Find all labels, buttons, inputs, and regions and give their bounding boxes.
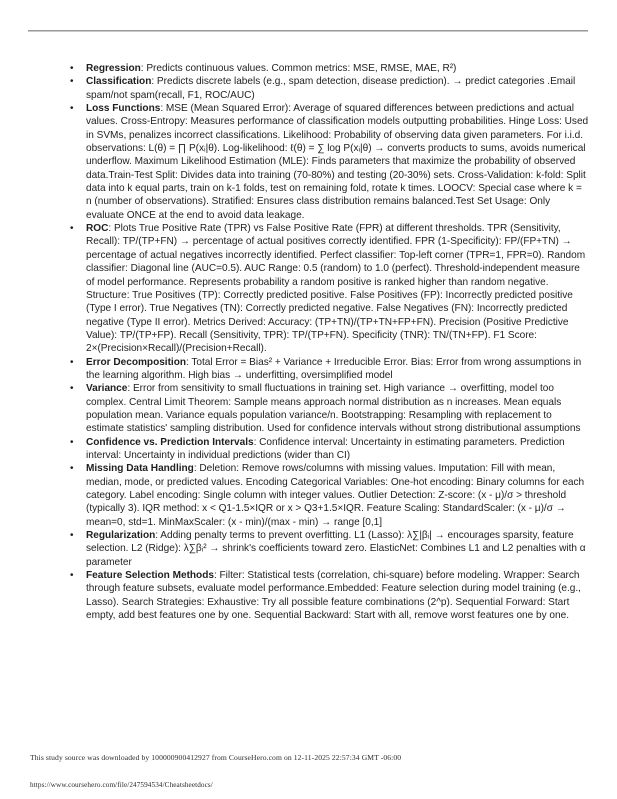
bullet-term: Missing Data Handling (86, 463, 194, 475)
list-item (0, 436, 617, 463)
bullet-term: Classification (86, 76, 152, 88)
bullet-term: Variance (86, 383, 128, 395)
bullet-term: Loss Functions (86, 103, 161, 115)
list-item (0, 75, 617, 102)
cheatsheet-bullet-list (0, 62, 617, 622)
list-item (0, 62, 617, 75)
bullet-body: : Predicts continuous values. Common metrics: MSE, RMSE, MAE, R²) (140, 63, 457, 74)
bullet-body: : Adding penalty terms to prevent overfitting. L1 (Lasso): λ∑|βᵢ| → encourages sparsity, feature selection. L2 (Ridge): λ∑βᵢ² → shrink's coefficients toward zero. ElasticNet: Combines L1 and L2 penalties with α parameter (86, 530, 586, 568)
bullet-term: ROC (86, 223, 109, 235)
bullet-body: : Predicts discrete labels (e.g., spam detection, disease prediction). → predict categories .Email spam/not spam(recall, F1, ROC/AUC) (86, 76, 576, 101)
list-item (0, 102, 617, 222)
bullet-term: Feature Selection Methods (86, 570, 214, 582)
document-body (0, 62, 617, 622)
list-item (0, 462, 617, 529)
bullet-term: Error Decomposition (86, 356, 187, 368)
bullet-body: : Error from sensitivity to small fluctuations in training set. High variance → overfitting, model too complex. Central Limit Theorem: Sample means approach normal distribution as n increases. Mean equals population mean. Variance equals population variance/n. Bootstrapping: Resampling with replacement to estimate statistics' sampling distribution. Used for confidence intervals without strong distributional assumptions (86, 383, 581, 435)
list-item (0, 529, 617, 569)
bullet-body: : Total Error = Bias² + Variance + Irreducible Error. Bias: Error from wrong assumptions in the learning algorithm. High bias → underfitting, oversimplified model (86, 356, 582, 381)
source-url-link[interactable]: https://www.coursehero.com/file/247594534/Cheatsheetdocs/ (30, 781, 213, 789)
list-item (0, 356, 617, 383)
bullet-body: : Deletion: Remove rows/columns with missing values. Imputation: Fill with mean, median, mode, or predicted values. Encoding Categorical Variables: One-hot encoding: Binary columns for each category. Label encoding: Single column with integer values. Outlier Detection: Z-score: (x - μ)/σ > threshold (typically 3). IQR method: x < Q1-1.5×IQR or x > Q3+1.5×IQR. Feature Scaling: StandardScaler: (x - μ)/σ → mean=0, std=1. MinMaxScaler: (x - min)/(max - min) → range [0,1] (86, 463, 585, 528)
bullet-term: Regularization (86, 530, 156, 542)
list-item (0, 222, 617, 355)
bullet-body: : Plots True Positive Rate (TPR) vs False Positive Rate (FPR) at different thresholds. TPR (Sensitivity, Recall): TP/(TP+FN) → percentage of actual positives correctly identified. FPR (1-Specificity): FP/(FP+TN) → percentage of actual negatives incorrectly identified. Perfect classifier: Top-left corner (TPR=1, FPR=0). Random classifier: Diagonal line (AUC=0.5). AUC Range: 0.5 (random) to 1.0 (perfect). Threshold-independent measure of model performance. Represents probability a random positive is ranked higher than random negative. Structure: True Positives (TP): Correctly predicted positive. False Positives (FP): Incorrectly predicted positive (Type I error). True Negatives (TN): Correctly predicted negative. False Negatives (FN): Incorrectly predicted negative (Type II error). Metrics Derived: Accuracy: (TP+TN)/(TP+TN+FP+FN). Precision (Positive Predictive Value): TP/(TP+FP). Recall (Sensitivity, TPR): TP/(TP+FN). Specificity (TNR): TN/(TN+FP). F1 Score: 2×(Precision×Recall)/(Precision+Recall). (86, 223, 586, 355)
bullet-body: : Confidence interval: Uncertainty in estimating parameters. Prediction interval: Uncertainty in individual predictions (wider than CI) (86, 436, 565, 461)
list-item (0, 569, 617, 622)
bullet-term: Regression (86, 63, 141, 74)
header-divider (28, 30, 588, 32)
download-attribution-note: This study source was downloaded by 100000900412927 from CourseHero.com on 12-11-2025 22:57:34 GMT -06:00 (30, 753, 402, 762)
list-item (0, 382, 617, 435)
bullet-body: : MSE (Mean Squared Error): Average of squared differences between predictions and actual values. Cross-Entropy: Measures performance of classification models outputting probabilities. Hinge Loss: Used in SVMs, penalizes incorrect classifications. Likelihood: Probability of observing data given parameters. For i.i.d. observations: L(θ) = ∏ P(xᵢ|θ). Log-likelihood: ℓ(θ) = ∑ log P(xᵢ|θ) → converts products to sums, avoids numerical underflow. Maximum Likelihood Estimation (MLE): Finds parameters that maximize the probability of observed data.Train-Test Split: Divides data into training (70-80%) and testing (20-30%) sets. Cross-Validation: k-fold: Split data into k equal parts, train on k-1 folds, test on remaining fold, rotate k times. LOOCV: Special case where k = n (number of observations). Stratified: Ensures class distribution remains balanced.Test Set Usage: Only evaluate ONCE at the end to avoid data leakage. (86, 103, 589, 221)
bullet-term: Confidence vs. Prediction Intervals (86, 436, 254, 448)
bullet-body: : Filter: Statistical tests (correlation, chi-square) before modeling. Wrapper: Search through feature subsets, evaluate model performance.Embedded: Feature selection during model training (e.g., Lasso). Search Strategies: Exhaustive: Try all possible feature combinations (2^p). Sequential Forward: Start empty, add best features one by one. Sequential Backward: Start with all, remove worst features one by one. (86, 570, 581, 622)
